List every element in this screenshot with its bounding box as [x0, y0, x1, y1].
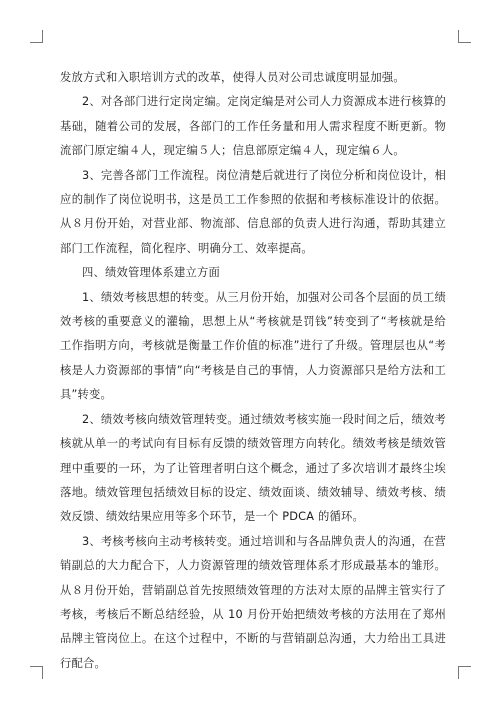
paragraph-item-2-management: 2、绩效考核向绩效管理转变。通过绩效考核实施一段时间之后，绩效考核就从单一的考试向有目标有反馈的绩效管理方向转化。绩效考核是绩效管理中重要的一环，为了让管理者明白这个概念，通过了多次培训才最终尘埃落地。绩效管理包括绩效目标的设定、绩效面谈、绩效辅导、绩效考核、绩效反馈、绩效结果应用等多个环节，是一个 PDCA 的循环。 [60, 412, 446, 524]
paragraph-item-3-workflow: 3、完善各部门工作流程。岗位清楚后就进行了岗位分析和岗位设计，相应的制作了岗位说明书，这是员工工作参照的依据和考核标准设计的依据。从８月份开始，对营业部、物流部、信息部的负责人进行沟通，帮助其建立部门工作流程，简化程序、明确分工、效率提高。 [60, 168, 446, 255]
paragraph-item-2-staffing: 2、对各部门进行定岗定编。定岗定编是对公司人力资源成本进行核算的基础，随着公司的发展，各部门的工作任务量和用人需求程度不断更新。物流部门原定编４人，现定编５人；信息部原定编４人，现定编６人。 [60, 95, 446, 158]
crop-mark-bottom-left [30, 666, 43, 679]
paragraph-item-3-active: 3、考核考核向主动考核转变。通过培训和与各品牌负责人的沟通，在营销副总的大力配合下，人力资源管理的绩效管理体系才形成最基本的雏形。从８月份开始，营销副总首先按照绩效管理的方法对太原的品牌主管实行了考核，考核后不断总结经验，从 10 月份开始把绩效考核的方法用在了郑州品牌主管岗位上。在这个过程中，不断的与营销副总沟通，大力给出工具进行配合。 [60, 534, 446, 670]
crop-mark-top-left [30, 30, 43, 43]
paragraph-item-1-mindset: 1、绩效考核思想的转变。从三月份开始，加强对公司各个层面的员工绩效考核的重要意义的灌输，思想上从“考核就是罚钱”转变到了“考核就是给工作指明方向，考核就是衡量工作价值的标准”进行了升级。管理层也从“考核是人力资源部的事情”向“考核是自己的事情，人力资源部只是给方法和工具”转变。 [60, 290, 446, 402]
crop-mark-bottom-right [458, 666, 471, 679]
section-heading-performance: 四、绩效管理体系建立方面 [82, 266, 220, 280]
paragraph-continuation: 发放方式和入职培训方式的改革，使得人员对公司忠诚度明显加强。 [60, 71, 405, 84]
document-body [60, 66, 446, 676]
crop-mark-top-right [458, 30, 471, 43]
